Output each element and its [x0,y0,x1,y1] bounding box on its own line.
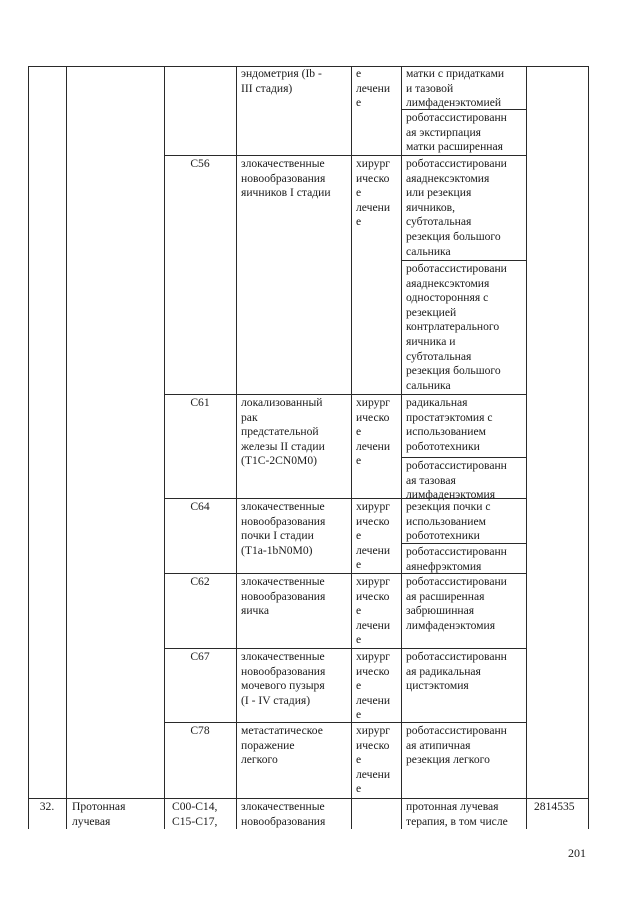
icd-code: C64 [190,500,210,513]
treatment-cell: хирург ическо е лечени е [356,157,391,229]
method-sep [401,457,526,458]
diagnosis-cell: злокачественные новообразования почки I стадии (T1a-1bN0M0) [241,500,326,557]
method-cell: роботассистированн ая радикальная цистэктомия [406,650,507,693]
row-border-c67 [164,648,527,649]
icd-code: C56 [190,157,210,170]
row-number: 32. [39,800,55,813]
table-border-left [28,66,29,829]
method-cell: роботассистированн аянефрэктомия [406,545,507,573]
method-cell: роботассистировани аяаднексэктомия или резекция яичников, субтотальная резекция большого сальника [406,157,507,258]
treatment-cell: хирург ическо е лечени е [356,575,391,647]
diagnosis-cell: злокачественные новообразования мочевого пузыря (I - IV стадия) [241,650,326,707]
diagnosis-cell: локализованный рак предстательной железы II стадии (T1C-2CN0M0) [241,396,325,468]
method-cell: матки с придатками и тазовой лимфаденэктомией [406,67,505,110]
icd-code: C67 [190,650,210,663]
col-divider-6 [526,66,527,829]
row-border-c78 [164,722,527,723]
col-divider-1 [66,66,67,829]
method-cell: радикальная простатэктомия с использованием робототехники [406,396,493,453]
row-border-c56 [164,155,527,156]
treatment-cell: е лечени е [356,67,391,110]
table-border-right [588,66,589,829]
method-cell: резекция почки с использованием робототехники [406,500,491,543]
icd-code: C61 [190,396,210,409]
treatment-cell: хирург ическо е лечени е [356,650,391,722]
diagnosis-cell: злокачественные новообразования яичка [241,575,326,618]
icd-codes: C00-C14, C15-C17, [172,800,218,828]
cost-value: 2814535 [534,800,575,813]
col-divider-4 [351,66,352,829]
diagnosis-cell: метастатическое поражение легкого [241,724,323,767]
method-cell: протонная лучевая терапия, в том числе [406,800,508,828]
icd-code: C78 [190,724,210,737]
method-cell: роботассистированн ая тазовая лимфаденэктомия [406,459,507,502]
treatment-cell: хирург ическо е лечени е [356,396,391,468]
col-divider-3 [236,66,237,829]
method-cell: роботассистированн ая экстирпация матки расширенная [406,111,507,154]
service-name: Протонная лучевая [72,800,126,828]
row-border-c61 [164,394,527,395]
diagnosis-cell: злокачественные новообразования [241,800,326,828]
icd-code: C62 [190,575,210,588]
col-divider-5 [401,66,402,829]
page-number: 201 [568,846,586,860]
method-sep [401,260,526,261]
method-cell: роботассистировани ая расширенная забрюшинная лимфаденэктомия [406,575,507,632]
treatment-cell: хирург ическо е лечени е [356,724,391,796]
row-border-32 [28,798,589,799]
diagnosis-cell: эндометрия (Ib - III стадия) [241,67,322,95]
treatment-cell: хирург ическо е лечени е [356,500,391,572]
method-cell: роботассистированн ая атипичная резекция легкого [406,724,507,767]
col-divider-2 [164,66,165,829]
diagnosis-cell: злокачественные новообразования яичников I стадии [241,157,331,200]
method-cell: роботассистировани аяаднексэктомия односторонняя с резекцией контрлатерального яичника и субтотальная резекция большого сальника [406,262,507,392]
